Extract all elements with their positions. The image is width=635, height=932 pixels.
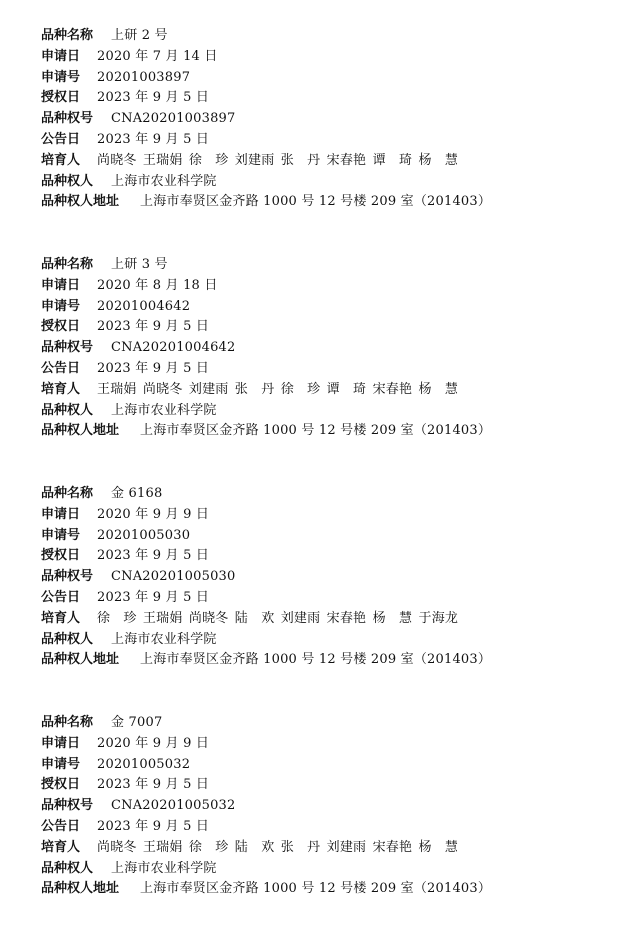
grant-date-label: 授权日 bbox=[41, 90, 81, 106]
grant-date-value: 2023 年 9 月 5 日 bbox=[97, 777, 210, 793]
breeders-value: 尚晓冬 王瑞娟 徐 珍 陆 欢 张 丹 刘建雨 宋春艳 杨 慧 bbox=[97, 839, 459, 855]
holder-address-label: 品种权人地址 bbox=[41, 881, 120, 897]
application-date-label: 申请日 bbox=[41, 735, 81, 751]
grant-date-value: 2023 年 9 月 5 日 bbox=[97, 548, 210, 564]
grant-date-label: 授权日 bbox=[41, 548, 81, 564]
variety-name-row bbox=[41, 713, 601, 734]
breeders-label: 培育人 bbox=[41, 839, 81, 855]
variety-record-2 bbox=[41, 255, 601, 442]
application-date-row bbox=[41, 734, 601, 755]
breeders-value: 尚晓冬 王瑞娟 徐 珍 刘建雨 张 丹 宋春艳 谭 琦 杨 慧 bbox=[97, 152, 459, 168]
right-no-value: CNA20201004642 bbox=[111, 340, 236, 356]
variety-record-4 bbox=[41, 713, 601, 900]
variety-name-label: 品种名称 bbox=[41, 28, 94, 43]
right-holder-value: 上海市农业科学院 bbox=[111, 860, 217, 876]
variety-name-row bbox=[41, 26, 601, 47]
application-no-label: 申请号 bbox=[41, 69, 81, 85]
application-no-label: 申请号 bbox=[41, 298, 81, 314]
right-holder-row bbox=[41, 401, 601, 422]
right-holder-row bbox=[41, 172, 601, 193]
announce-date-value: 2023 年 9 月 5 日 bbox=[97, 818, 210, 834]
right-holder-label: 品种权人 bbox=[41, 402, 94, 418]
announce-date-row bbox=[41, 588, 601, 609]
variety-name-value: 上研 3 号 bbox=[111, 257, 168, 272]
grant-date-value: 2023 年 9 月 5 日 bbox=[97, 319, 210, 335]
right-holder-row bbox=[41, 630, 601, 651]
breeders-label: 培育人 bbox=[41, 381, 81, 397]
holder-address-value: 上海市奉贤区金齐路 1000 号 12 号楼 209 室（201403） bbox=[140, 423, 492, 439]
variety-name-label: 品种名称 bbox=[41, 715, 94, 730]
application-date-value: 2020 年 9 月 9 日 bbox=[97, 506, 210, 522]
right-no-value: CNA20201003897 bbox=[111, 111, 236, 127]
right-no-row bbox=[41, 567, 601, 588]
holder-address-value: 上海市奉贤区金齐路 1000 号 12 号楼 209 室（201403） bbox=[140, 194, 492, 210]
application-no-value: 20201003897 bbox=[97, 69, 191, 85]
application-no-value: 20201005032 bbox=[97, 756, 191, 772]
right-holder-value: 上海市农业科学院 bbox=[111, 631, 217, 647]
breeders-row bbox=[41, 151, 601, 172]
holder-address-label: 品种权人地址 bbox=[41, 652, 120, 668]
application-date-label: 申请日 bbox=[41, 506, 81, 522]
holder-address-row bbox=[41, 192, 601, 213]
variety-name-value: 上研 2 号 bbox=[111, 28, 168, 43]
right-no-value: CNA20201005030 bbox=[111, 569, 236, 585]
announce-date-value: 2023 年 9 月 5 日 bbox=[97, 131, 210, 147]
grant-date-label: 授权日 bbox=[41, 319, 81, 335]
right-holder-row bbox=[41, 859, 601, 880]
grant-date-row bbox=[41, 317, 601, 338]
variety-name-label: 品种名称 bbox=[41, 486, 94, 501]
application-date-label: 申请日 bbox=[41, 48, 81, 64]
announce-date-label: 公告日 bbox=[41, 131, 81, 147]
grant-date-row bbox=[41, 775, 601, 796]
application-date-row bbox=[41, 47, 601, 68]
variety-name-row bbox=[41, 255, 601, 276]
breeders-row bbox=[41, 380, 601, 401]
announce-date-row bbox=[41, 359, 601, 380]
application-no-label: 申请号 bbox=[41, 527, 81, 543]
application-no-label: 申请号 bbox=[41, 756, 81, 772]
holder-address-value: 上海市奉贤区金齐路 1000 号 12 号楼 209 室（201403） bbox=[140, 652, 492, 668]
application-date-value: 2020 年 8 月 18 日 bbox=[97, 277, 218, 293]
application-no-value: 20201005030 bbox=[97, 527, 191, 543]
application-no-value: 20201004642 bbox=[97, 298, 191, 314]
breeders-row bbox=[41, 609, 601, 630]
application-no-row bbox=[41, 297, 601, 318]
application-date-label: 申请日 bbox=[41, 277, 81, 293]
right-no-value: CNA20201005032 bbox=[111, 798, 236, 814]
right-holder-label: 品种权人 bbox=[41, 631, 94, 647]
right-holder-label: 品种权人 bbox=[41, 860, 94, 876]
right-no-label: 品种权号 bbox=[41, 111, 94, 127]
breeders-row bbox=[41, 838, 601, 859]
announce-date-label: 公告日 bbox=[41, 818, 81, 834]
variety-name-label: 品种名称 bbox=[41, 257, 94, 272]
right-no-label: 品种权号 bbox=[41, 340, 94, 356]
holder-address-label: 品种权人地址 bbox=[41, 423, 120, 439]
right-no-label: 品种权号 bbox=[41, 798, 94, 814]
application-date-value: 2020 年 7 月 14 日 bbox=[97, 48, 218, 64]
announce-date-value: 2023 年 9 月 5 日 bbox=[97, 589, 210, 605]
variety-name-value: 金 7007 bbox=[111, 715, 163, 730]
application-date-row bbox=[41, 505, 601, 526]
application-date-value: 2020 年 9 月 9 日 bbox=[97, 735, 210, 751]
application-no-row bbox=[41, 526, 601, 547]
variety-name-value: 金 6168 bbox=[111, 486, 163, 501]
right-no-row bbox=[41, 796, 601, 817]
announce-date-label: 公告日 bbox=[41, 589, 81, 605]
right-no-label: 品种权号 bbox=[41, 569, 94, 585]
variety-name-row bbox=[41, 484, 601, 505]
breeders-value: 王瑞娟 尚晓冬 刘建雨 张 丹 徐 珍 谭 琦 宋春艳 杨 慧 bbox=[97, 381, 459, 397]
variety-record-1 bbox=[41, 26, 601, 213]
grant-date-label: 授权日 bbox=[41, 777, 81, 793]
right-no-row bbox=[41, 338, 601, 359]
grant-date-row bbox=[41, 88, 601, 109]
breeders-label: 培育人 bbox=[41, 610, 81, 626]
grant-date-row bbox=[41, 546, 601, 567]
right-holder-label: 品种权人 bbox=[41, 173, 94, 189]
announce-date-row bbox=[41, 817, 601, 838]
holder-address-row bbox=[41, 879, 601, 900]
application-no-row bbox=[41, 755, 601, 776]
breeders-label: 培育人 bbox=[41, 152, 81, 168]
announce-date-row bbox=[41, 130, 601, 151]
grant-date-value: 2023 年 9 月 5 日 bbox=[97, 90, 210, 106]
breeders-value: 徐 珍 王瑞娟 尚晓冬 陆 欢 刘建雨 宋春艳 杨 慧 于海龙 bbox=[97, 610, 459, 626]
right-holder-value: 上海市农业科学院 bbox=[111, 173, 217, 189]
application-no-row bbox=[41, 68, 601, 89]
holder-address-value: 上海市奉贤区金齐路 1000 号 12 号楼 209 室（201403） bbox=[140, 881, 492, 897]
variety-record-3 bbox=[41, 484, 601, 671]
announce-date-value: 2023 年 9 月 5 日 bbox=[97, 360, 210, 376]
holder-address-row bbox=[41, 650, 601, 671]
holder-address-label: 品种权人地址 bbox=[41, 194, 120, 210]
application-date-row bbox=[41, 276, 601, 297]
announce-date-label: 公告日 bbox=[41, 360, 81, 376]
holder-address-row bbox=[41, 421, 601, 442]
right-holder-value: 上海市农业科学院 bbox=[111, 402, 217, 418]
right-no-row bbox=[41, 109, 601, 130]
